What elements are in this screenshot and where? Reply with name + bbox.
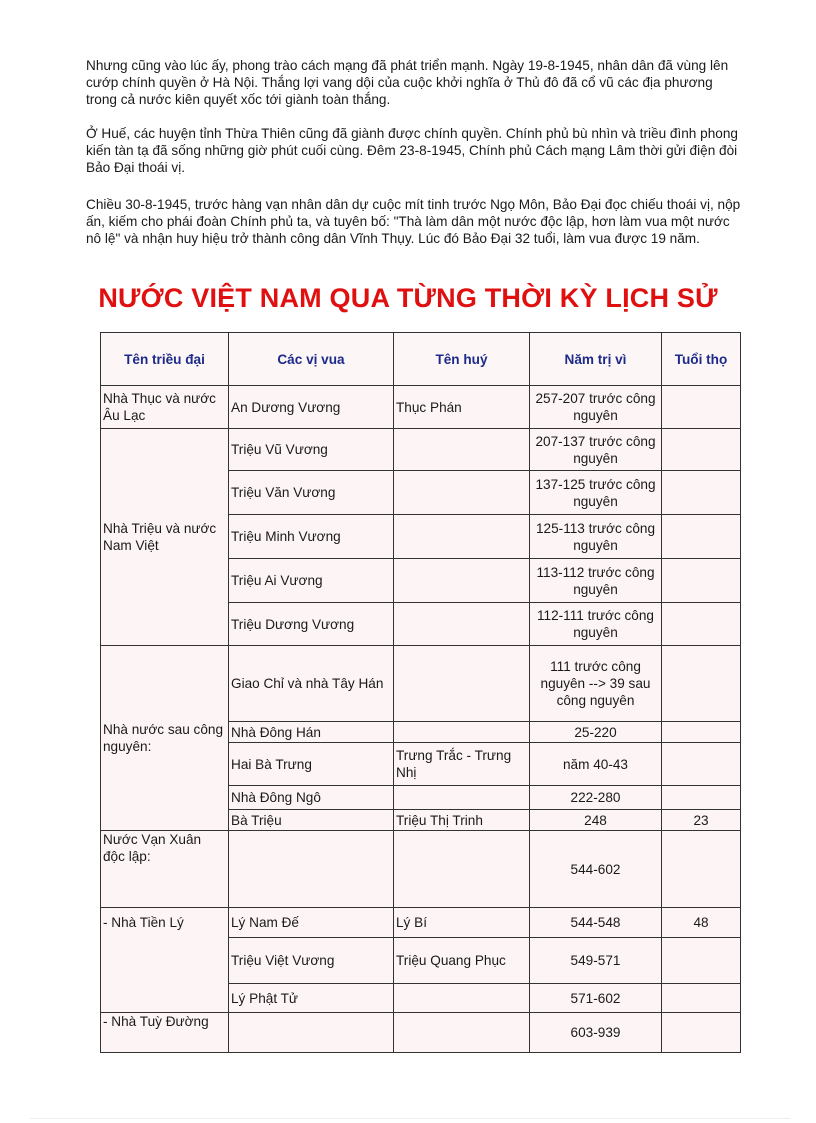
header-personal-name: Tên huý [394, 333, 530, 386]
lifespan-cell [662, 786, 741, 810]
king-cell: Triệu Minh Vương [229, 515, 394, 559]
personal-name-cell: Lý Bí [394, 908, 530, 938]
reign-years-cell: 603-939 [530, 1013, 662, 1053]
reign-years-cell: 25-220 [530, 722, 662, 743]
paragraph-hue: Ở Huế, các huyện tỉnh Thừa Thiên cũng đã giành được chính quyền. Chính phủ bù nhìn và triều đình phong kiến tàn tạ đã sống những giờ phút cuối cùng. Đêm 23-8-1945, Chính phủ Cách mạng Lâm thời gửi điện đòi Bảo Đại thoái vị. [86, 126, 738, 175]
personal-name-cell [394, 559, 530, 603]
dynasty-cell: - Nhà Tuỳ Đường [101, 1013, 229, 1053]
personal-name-cell [394, 429, 530, 471]
personal-name-cell: Thục Phán [394, 386, 530, 429]
table-row [101, 429, 741, 471]
king-cell: Triệu Ai Vương [229, 559, 394, 603]
king-cell: Nhà Đông Ngô [229, 786, 394, 810]
personal-name-cell: Trưng Trắc - Trưng Nhị [394, 743, 530, 786]
king-cell: Triệu Dương Vương [229, 603, 394, 646]
lifespan-cell [662, 603, 741, 646]
lifespan-cell [662, 831, 741, 908]
reign-years-cell: 544-602 [530, 831, 662, 908]
personal-name-cell [394, 646, 530, 722]
lifespan-cell: 48 [662, 908, 741, 938]
dynasty-cell: Nước Vạn Xuân độc lập: [101, 831, 229, 908]
lifespan-cell [662, 646, 741, 722]
personal-name-cell: Triệu Quang Phục [394, 938, 530, 984]
king-cell: Triệu Việt Vương [229, 938, 394, 984]
table-row [101, 386, 741, 429]
reign-years-cell: 137-125 trước công nguyên [530, 471, 662, 515]
reign-years-cell: 113-112 trước công nguyên [530, 559, 662, 603]
reign-years-cell: 248 [530, 810, 662, 831]
king-cell: Lý Nam Đế [229, 908, 394, 938]
personal-name-cell [394, 515, 530, 559]
king-cell: Lý Phật Tử [229, 984, 394, 1013]
personal-name-cell [394, 786, 530, 810]
dynasty-cell: Nhà Thục và nước Âu Lạc [101, 386, 229, 429]
dynasty-cell: Nhà Triệu và nước Nam Việt [101, 429, 229, 646]
reign-years-cell: 207-137 trước công nguyên [530, 429, 662, 471]
lifespan-cell [662, 515, 741, 559]
personal-name-cell [394, 1013, 530, 1053]
reign-years-cell: 549-571 [530, 938, 662, 984]
reign-years-cell: 571-602 [530, 984, 662, 1013]
lifespan-cell [662, 386, 741, 429]
paragraph-bao-dai-abdication: Chiều 30-8-1945, trước hàng vạn nhân dân dự cuộc mít tinh trước Ngọ Môn, Bảo Đại đọc chiếu thoái vị, nộp ấn, kiếm cho phái đoàn Chính phủ ta, và tuyên bố: "Thà làm dân một nước độc lập, hơn làm vua một nước nô lệ" và nhận huy hiệu trở thành công dân Vĩnh Thụy. Lúc đó Bảo Đại 32 tuổi, làm vua được 19 năm. [86, 197, 741, 246]
reign-years-cell: 222-280 [530, 786, 662, 810]
reign-years-cell: 111 trước công nguyên --> 39 sau công nguyên [530, 646, 662, 722]
lifespan-cell [662, 984, 741, 1013]
reign-years-cell: 112-111 trước công nguyên [530, 603, 662, 646]
lifespan-cell [662, 722, 741, 743]
personal-name-cell: Triệu Thị Trinh [394, 810, 530, 831]
table-row [101, 646, 741, 722]
page-bottom-divider [30, 1118, 790, 1119]
table-header-row [101, 333, 741, 386]
personal-name-cell [394, 603, 530, 646]
header-dynasty: Tên triều đại [101, 333, 229, 386]
page-title: NƯỚC VIỆT NAM QUA TỪNG THỜI KỲ LỊCH SỬ [98, 283, 718, 313]
table-row [101, 908, 741, 938]
reign-years-cell: 257-207 trước công nguyên [530, 386, 662, 429]
king-cell [229, 1013, 394, 1053]
king-cell [229, 831, 394, 908]
personal-name-cell [394, 984, 530, 1013]
lifespan-cell [662, 471, 741, 515]
dynasty-table [100, 332, 741, 1053]
king-cell: Triệu Văn Vương [229, 471, 394, 515]
dynasty-cell: - Nhà Tiền Lý [101, 908, 229, 1013]
paragraph-august-revolution: Nhưng cũng vào lúc ấy, phong trào cách mạng đã phát triển mạnh. Ngày 19-8-1945, nhân dân đã vùng lên cướp chính quyền ở Hà Nội. Thắng lợi vang dội của cuộc khởi nghĩa ở Thủ đô đã cổ vũ các địa phương trong cả nước kiên quyết xốc tới giành toàn thắng. [86, 58, 729, 107]
lifespan-cell [662, 938, 741, 984]
header-lifespan: Tuổi thọ [662, 333, 741, 386]
king-cell: Nhà Đông Hán [229, 722, 394, 743]
reign-years-cell: 125-113 trước công nguyên [530, 515, 662, 559]
personal-name-cell [394, 722, 530, 743]
king-cell: Hai Bà Trưng [229, 743, 394, 786]
lifespan-cell [662, 1013, 741, 1053]
table-row [101, 1013, 741, 1053]
header-reign-years: Năm trị vì [530, 333, 662, 386]
king-cell: An Dương Vương [229, 386, 394, 429]
king-cell: Triệu Vũ Vương [229, 429, 394, 471]
reign-years-cell: 544-548 [530, 908, 662, 938]
lifespan-cell: 23 [662, 810, 741, 831]
table-row [101, 831, 741, 908]
reign-years-cell: năm 40-43 [530, 743, 662, 786]
lifespan-cell [662, 743, 741, 786]
king-cell: Bà Triệu [229, 810, 394, 831]
lifespan-cell [662, 559, 741, 603]
header-kings: Các vị vua [229, 333, 394, 386]
dynasty-cell: Nhà nước sau công nguyên: [101, 646, 229, 831]
lifespan-cell [662, 429, 741, 471]
king-cell: Giao Chỉ và nhà Tây Hán [229, 646, 394, 722]
personal-name-cell [394, 471, 530, 515]
personal-name-cell [394, 831, 530, 908]
